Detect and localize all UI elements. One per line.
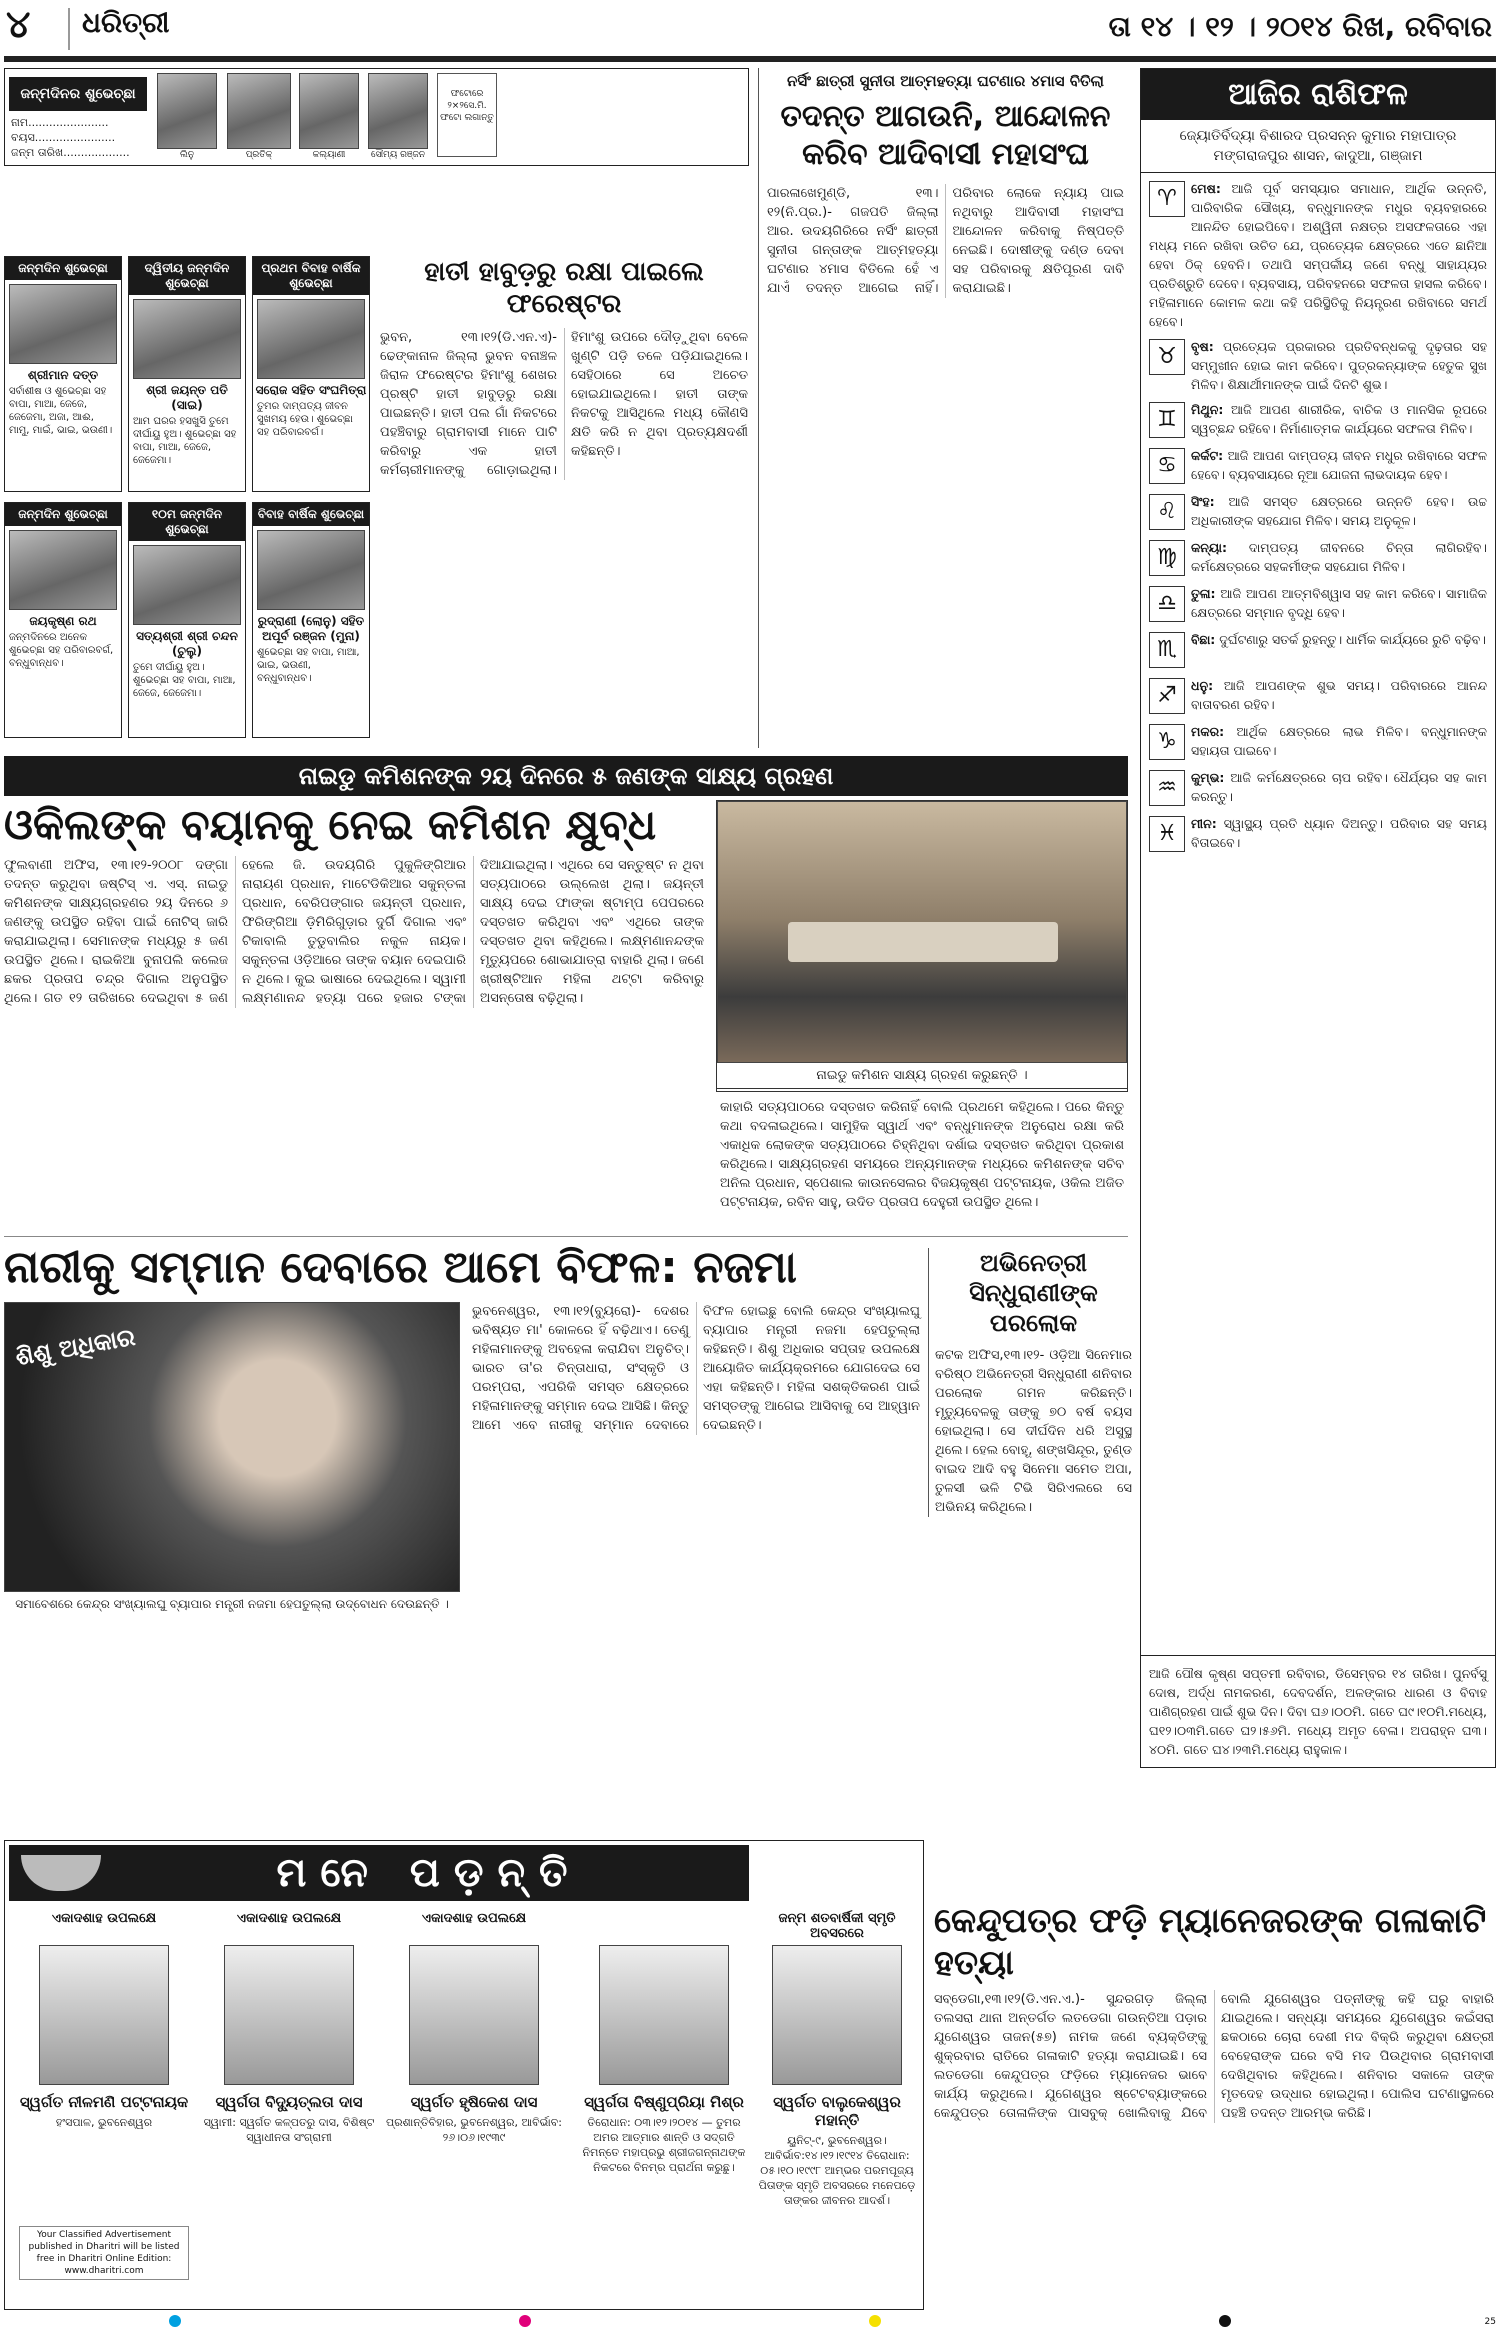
zodiac-icon: ♏ — [1149, 632, 1185, 668]
obituary-occasion: ଏକାଦଶାହ ଉପଲକ୍ଷେ — [421, 1911, 527, 1926]
form-field: ଜନ୍ମ ତାରିଖ................... — [11, 146, 130, 159]
zodiac-icon: ♋ — [1149, 448, 1185, 484]
naidu-story — [4, 800, 704, 1232]
greeting-photo — [133, 545, 241, 625]
sign-text: ଦୁର୍ଘଟଣାରୁ ସତର୍କ ରୁହନ୍ତୁ। ଧାର୍ମିକ କାର୍ଯ୍ୟରେ ରୁଚି ବଢ଼ିବ। — [1219, 632, 1486, 647]
obituary-photo — [39, 1945, 169, 2085]
child-photo — [368, 73, 428, 149]
zodiac-icon: ♌ — [1149, 494, 1185, 530]
commission-photo-frame — [716, 800, 1128, 1092]
horoscope-sign — [1149, 400, 1487, 440]
obituary-photo — [409, 1945, 539, 2085]
naidu-headline: ଓକିଲଙ୍କ ବୟାନକୁ ନେଇ କମିଶନ କ୍ଷୁବ୍ଧ — [4, 800, 657, 849]
obituary-item — [757, 1911, 917, 2208]
greeting-title: ପ୍ରଥମ ବିବାହ ବାର୍ଷିକ ଶୁଭେଚ୍ଛା — [253, 257, 369, 295]
obituary-detail: ପ୍ରଶାନ୍ତିବିହାର, ଭୁବନେଶ୍ୱର, ଆବିର୍ଭାବ: ୨୬।୦୬।୧୯୩୯ — [385, 2116, 563, 2144]
obituary-detail: ସ୍ୱାମୀ: ସ୍ୱର୍ଗତ କଳ୍ପତରୁ ଦାସ, ବିଶିଷ୍ଟ ସ୍ୱାଧୀନତା ସଂଗ୍ରାମୀ — [203, 2116, 375, 2144]
sign-name: ବୃଷ: — [1191, 339, 1214, 354]
zodiac-icon: ♓ — [1149, 816, 1185, 852]
child-photo — [299, 73, 359, 149]
zodiac-icon: ♒ — [1149, 770, 1185, 806]
table-shape — [788, 922, 1058, 962]
sign-text: ସ୍ୱାସ୍ଥ୍ୟ ପ୍ରତି ଧ୍ୟାନ ଦିଅନ୍ତୁ। ପରିବାର ସହ ସମୟ ବିତାଇବେ। — [1191, 816, 1487, 850]
backdrop-banner-text: ଶିଶୁ ଅଧିକାର — [13, 1322, 138, 1372]
commission-photo — [717, 801, 1127, 1063]
photo-caption: କଲ୍ୟାଣୀ — [312, 150, 346, 160]
form-field: ନାମ....................... — [11, 116, 109, 129]
obituary-photo — [599, 1945, 729, 2085]
issue-date: ତା ୧୪ । ୧୨ । ୨୦୧୪ ରିଖ, ରବିବାର — [1108, 10, 1492, 43]
greeting-photo — [9, 284, 117, 364]
sign-name: କର୍କଟ: — [1191, 448, 1224, 463]
obituary-item — [200, 1911, 378, 2145]
nurse-story — [758, 68, 1132, 748]
najma-photo — [4, 1302, 460, 1592]
horoscope-sign — [1149, 676, 1487, 716]
obituary-section — [4, 1840, 924, 2310]
greeting-photo — [257, 530, 365, 610]
greeting-ad — [128, 502, 246, 738]
story-kicker: ନର୍ସିଂ ଛାତ୍ରୀ ସୁନୀତା ଆତ୍ମହତ୍ୟା ଘଟଣାର ୪ମାସ ବିତିଲା — [787, 72, 1104, 90]
sign-text: ଆଜି ଆପଣ ଦାମ୍ପତ୍ୟ ଜୀବନ ମଧୁର ରଖିବାରେ ସଫଳ ହେବେ। ବ୍ୟବସାୟରେ ନୂଆ ଯୋଜନା ଲାଭଦାୟକ ହେବ। — [1191, 448, 1487, 482]
sign-name: ମକର: — [1191, 724, 1225, 739]
story-body: କଟକ ଅଫିସ,୧୩।୧୨- ଓଡ଼ିଆ ସିନେମାର ବରିଷ୍ଠ ଅଭିନେତ୍ରୀ ସିନ୍ଧୁରାଣୀ ଶନିବାର ପରଲୋକ ଗମନ କରିଛନ୍ତି। ମୃତ୍ୟୁବେଳକୁ ତାଙ୍କୁ ୭୦ ବର୍ଷ ବୟସ ହୋଇଥିଲା। ସେ ଦୀର୍ଘଦିନ ଧରି ଅସୁସ୍ଥ ଥିଲେ। ହେଲ ବୋହୂ, ଶଙ୍ଖସିନ୍ଦୂର, ତୁଣ୍ଡ ବାଇଦ ଆଦି ବହୁ ସିନେମା ସମେତ ଅପା, ତୁଳସୀ ଭଳି ଟିଭି ସିରିଏଲରେ ସେ ଅଭିନୟ କରିଥିଲେ। — [935, 1348, 1132, 1515]
obituary-name: ସ୍ୱର୍ଗତା ବିଦ୍ୟୁତ୍‌ଲତା ଦାସ — [215, 2093, 363, 2111]
greeting-ad — [128, 256, 246, 492]
kendu-story — [934, 1900, 1494, 2308]
greeting-title: ୧୦ମ ଜନ୍ମଦିନ ଶୁଭେଚ୍ଛା — [129, 503, 245, 541]
panjika: ଆଜି ପୌଷ କୃଷ୍ଣ ସପ୍ତମୀ ରବିବାର, ଡିସେମ୍ବର ୧୪ ତାରିଖ। ପୁନର୍ବସୁ ଦୋଷ, ଅର୍ଦ୍ଧ ନାମକରଣ, ଦେବଦର୍ଶନ, ଅଳଙ୍କାର ଧାରଣ ଓ ବିବାହ ପାଣିଗ୍ରହଣ ପାଇଁ ଶୁଭ ଦିନ। ଦିବା ଘ୬।୦୦ମି. ଗତେ ଘ୯।୧୦ମି.ମଧ୍ୟେ, ଘ୧୨।୦୩ମି.ଗତେ ଘ୨।୫୬ମି. ମଧ୍ୟେ ଅମୃତ ବେଳା। ଅପରାହ୍ନ ଘ୩।୪୦ମି. ଗତେ ଘ୪।୨୩ମି.ମଧ୍ୟେ ରାହୁକାଳ। — [1141, 1655, 1495, 1767]
cyan-dot — [169, 2315, 181, 2327]
zodiac-icon: ♈ — [1149, 181, 1185, 217]
sign-name: ମୀନ: — [1191, 816, 1217, 831]
obituary-occasion: ଏକାଦଶାହ ଉପଲକ୍ଷେ — [51, 1911, 157, 1926]
masthead-rule — [4, 56, 1496, 62]
story-headline: ଅଭିନେତ୍ରୀ ସିନ୍ଧୁରାଣୀଙ୍କ ପରଲୋକ — [969, 1249, 1098, 1337]
sign-text: ଆର୍ଥିକ କ୍ଷେତ୍ରରେ ଲାଭ ମିଳିବ। ବନ୍ଧୁମାନଙ୍କ ସହାୟତା ପାଇବେ। — [1191, 724, 1487, 758]
obituary-item — [15, 1911, 193, 2130]
greeting-title: ବିବାହ ବାର୍ଷିକ ଶୁଭେଚ୍ଛା — [253, 503, 369, 526]
obituary-item — [385, 1911, 563, 2145]
greeting-photo — [257, 299, 365, 379]
greeting-name: ସରୋଜ ସହିତ ସଂଘମିତ୍ରା — [255, 383, 367, 397]
horoscope-sign — [1149, 179, 1487, 331]
greeting-ad — [252, 256, 370, 492]
child-photo — [227, 73, 291, 149]
naidu-body-continued: କାହାରି ସତ୍ୟପାଠରେ ଦସ୍ତଖତ କରିନାହିଁ ବୋଲି ପ୍ରଥମେ କହିଥିଲେ। ପରେ କିନ୍ତୁ କଥା ବଦଳାଇଥିଲେ। ସାମୁହିକ ସ୍ୱାର୍ଥ ଏବଂ ବନ୍ଧୁମାନଙ୍କ ଅନୁରୋଧ ରକ୍ଷା କରି ଏକାଧିକ ଲୋକଙ୍କ ସତ୍ୟପାଠରେ ଚିହ୍ନିଥିବା ଦର୍ଶାଇ ଦସ୍ତଖତ କରିଥିବା ପ୍ରକାଶ କରିଥିଲେ। ସାକ୍ଷ୍ୟଗ୍ରହଣ ସମୟରେ ଅନ୍ୟମାନଙ୍କ ମଧ୍ୟରେ କମିଶନଙ୍କ ସଚିବ ଅନିଲ ପ୍ରଧାନ, ସ୍ପେଶାଲ କାଉନସେଲର ବିଜୟକୃଷ୍ଣ ପଟ୍ଟନାୟକ, ଓକିଲ ଅଜିତ ପଟ୍ଟନାୟକ, ରବିନ ସାହୁ, ଉଦିତ ପ୍ରତାପ ଦେହୁରୀ ଉପସ୍ଥିତ ଥିଲେ। — [720, 1100, 1124, 1210]
sindhu-story — [928, 1248, 1132, 1517]
black-dot — [1219, 2315, 1231, 2327]
obituary-detail: ୟୁନିଟ୍-୯, ଭୁବନେଶ୍ୱର। ଆବିର୍ଭାବ:୧୪।୧୨।୧୯୧୪ ତିରୋଧାନ: ୦୫।୧୦।୧୯୯୮ ଆମ୍ଭର ପରମପୂଜ୍ୟ ପିତାଙ୍କ ସ୍ମୃତି ଅବସରରେ ମନେପଡ଼େ ତାଙ୍କର ଜୀବନର ଆଦର୍ଶ। — [758, 2134, 916, 2207]
sign-name: ମେଷ: — [1191, 181, 1221, 196]
story-body: ଭୁବନ, ୧୩।୧୨(ଡି.ଏନ.ଏ)- ଢେଙ୍କାନାଳ ଜିଲ୍ଲା ଭୁବନ ବନାଞ୍ଚଳ ଜିରାଳ ଫରେଷ୍ଟର ହିମାଂଶୁ ଶେଖର ପ୍ରଷ୍ଟି ହାତୀ ହାବୁଡ଼ରୁ ରକ୍ଷା ପାଇଛନ୍ତି। ହାତୀ ପଲ ଗାଁ ନିକଟରେ ପହଞ୍ଚିବାରୁ ଗ୍ରାମବାସୀ ମାନେ ପାଟି କରିବାରୁ ଏକ ହାତୀ କର୍ମଚାରୀମାନଙ୍କୁ ଗୋଡ଼ାଇଥିଲା। ହିମାଂଶୁ ଉପରେ ଦୌଡ଼ୁଥିବା ବେଳେ ଖୁଣ୍ଟି ପଡ଼ି ତଳେ ପଡ଼ିଯାଇଥିଲେ। ସେହିଠାରେ ସେ ଅଚେତ ହୋଇଯାଇଥିଲେ। ହାତୀ ତାଙ୍କ ନିକଟକୁ ଆସିଥିଲେ ମଧ୍ୟ କୌଣସି କ୍ଷତି କରି ନ ଥିବା ପ୍ରତ୍ୟକ୍ଷଦର୍ଶୀ କହିଛନ୍ତି। — [380, 330, 748, 478]
obituary-item — [575, 1911, 753, 2175]
horoscope-sign — [1149, 584, 1487, 624]
greeting-ad — [252, 502, 370, 738]
horoscope-byline: ଜ୍ୟୋତିର୍ବିଦ୍ୟା ବିଶାରଦ ପ୍ରସନ୍ନ କୁମାର ମହାପାତ୍ର — [1179, 128, 1457, 144]
greeting-title: ଦ୍ୱିତୀୟ ଜନ୍ମଦିନ ଶୁଭେଚ୍ଛା — [129, 257, 245, 295]
najma-story — [4, 1242, 920, 1832]
najma-body: ଭୁବନେଶ୍ୱର, ୧୩।୧୨(ବ୍ୟୁରୋ)- ଦେଶର ଭବିଷ୍ୟତ ମା' କୋଳରେ ହିଁ ବଢ଼ିଥାଏ। ତେଣୁ ମହିଳାମାନଙ୍କୁ ଅବହେଳା କରାଯିବା ଅନୁଚିତ୍। ଭାରତ ତା'ର ଚିନ୍ତାଧାରା, ସଂସ୍କୃତି ଓ ପରମ୍ପରା, ଏପରିକି ସମସ୍ତ କ୍ଷେତ୍ରରେ ମହିଳାମାନଙ୍କୁ ସମ୍ମାନ ଦେଇ ଆସିଛି। କିନ୍ତୁ ଆମେ ଏବେ ନାରୀକୁ ସମ୍ମାନ ଦେବାରେ ବିଫଳ ହୋଇଛୁ ବୋଲି କେନ୍ଦ୍ର ସଂଖ୍ୟାଲଘୁ ବ୍ୟାପାର ମନ୍ତ୍ରୀ ନଜମା ହେପତୁଲ୍ଲା କହିଛନ୍ତି। ଶିଶୁ ଅଧିକାର ସପ୍ତାହ ଉପଲକ୍ଷେ ଆୟୋଜିତ କାର୍ଯ୍ୟକ୍ରମରେ ଯୋଗଦେଇ ସେ ଏହା କହିଛନ୍ତି। ମହିଳା ସଶକ୍ତିକରଣ ପାଇଁ ସମସ୍ତଙ୍କୁ ଆଗେଇ ଆସିବାକୁ ସେ ଆହ୍ୱାନ ଦେଇଛନ୍ତି। — [472, 1304, 920, 1433]
greeting-name: ସତ୍ୟଶ୍ରୀ ଶ୍ରୀ ଚନ୍ଦନ (ଚୁଲୁ) — [136, 629, 238, 658]
naidu-body: ଫୁଲବାଣୀ ଅଫିସ, ୧୩।୧୨-୨୦୦୮ ଦଙ୍ଗା ତଦନ୍ତ କରୁଥିବା ଜଷ୍ଟିସ୍ ଏ. ଏସ୍. ନାଇଡୁ କମିଶନଙ୍କ ସାକ୍ଷ୍ୟଗ୍ରହଣର ୨ୟ ଦିନରେ ୬ ଜଣଙ୍କୁ ଉପସ୍ଥିତ ରହିବା ପାଇଁ ନୋଟିସ୍ ଜାରି କରାଯାଇଥିଲା। ସେମାନଙ୍କ ମଧ୍ୟରୁ ୫ ଜଣ ଉପସ୍ଥିତ ଥିଲେ। ରାଇକିଆ ବୁନାପଲି କଲେଜ ଛକର ପ୍ରତାପ ଚନ୍ଦ୍ର ଦିଗାଲ ଅନୁପସ୍ଥିତ ଥିଲେ। ଗତ ୧୨ ତାରିଖରେ ଦେଇଥିବା ୫ ଜଣ ହେଲେ ଜି. ଉଦୟଗିରି ପୁକୁଳିଙ୍ଗିଆର ନାରାୟଣ ପ୍ରଧାନ, ମାଟେଡିକିଆର ସକୁନ୍ତଳା ପ୍ରଧାନ, ବେରିପଙ୍ଗାର ଜୟନ୍ତୀ ପ୍ରଧାନ, ଫିରିଙ୍ଗିଆ ଡ଼ିମିରିଗୁଡ଼ାର ଦୁର୍ଗି ଦିଗାଲ ଏବଂ ଟିକାବାଲି ତୁଡୁବାଲିର ନକୁଳ ନାୟକ। ସକୁନ୍ତଳା ଓଡ଼ିଆରେ ତାଙ୍କ ବୟାନ ଦେଇପାରି ନ ଥିଲେ। କୁଇ ଭାଷାରେ ଦେଇଥିଲେ। ସ୍ୱାମୀ ଲକ୍ଷ୍ମଣାନନ୍ଦ ହତ୍ୟା ପରେ ହଜାର ଟଙ୍କା ଦିଆଯାଇଥିଲା। ଏଥିରେ ସେ ସନ୍ତୁଷ୍ଟ ନ ଥିବା ସତ୍ୟପାଠରେ ଉଲ୍ଲେଖ ଥିଲା। ଜୟନ୍ତୀ ସାକ୍ଷ୍ୟ ଦେଇ ଫାଙ୍କା ଷ୍ଟାମ୍ପ ପେପରରେ ଦସ୍ତଖତ କରିଥିବା ଏବଂ ଏଥିରେ ତାଙ୍କ ଦସ୍ତଖତ ଥିବା କହିଥିଲେ। ଲକ୍ଷ୍ମଣାନନ୍ଦଙ୍କ ମୃତ୍ୟୁପରେ ଶୋଭାଯାତ୍ରା ବାହାରି ଥିଲା। ଜଣେ ଖ୍ରୀଷ୍ଟିଆନ ମହିଳା ଥଟ୍ଟା କରିବାରୁ ଅସନ୍ତୋଷ ବଢ଼ିଥିଲା। — [4, 858, 704, 1006]
greeting-photo — [133, 299, 241, 379]
story-body: ପାରଳାଖେମୁଣ୍ଡି, ୧୩।୧୨(ନି.ପ୍ର.)- ଗଜପତି ଜିଲ୍ଲା ଆର. ଉଦୟଗିରିରେ ନର୍ସିଂ ଛାତ୍ରୀ ସୁନୀତା ଗନ୍ତାଙ୍କ ଆତ୍ମହତ୍ୟା ଘଟଣାର ୪ମାସ ବିତିଲେ ହେଁ ଏ ଯାଏଁ ତଦନ୍ତ ଆଗେଇ ନାହିଁ। ପରିବାର ଲୋକେ ନ୍ୟାୟ ପାଇ ନଥିବାରୁ ଆଦିବାସୀ ମହାସଂଘ ଆନ୍ଦୋଳନ କରିବାକୁ ନିଷ୍ପତ୍ତି ନେଇଛି। ଦୋଷୀଙ୍କୁ ଦଣ୍ଡ ଦେବା ସହ ପରିବାରକୁ କ୍ଷତିପୂରଣ ଦାବି କରାଯାଇଛି। — [767, 186, 1124, 296]
zodiac-icon: ♑ — [1149, 724, 1185, 760]
greeting-name: ଶ୍ରୀମାନ ଦତ୍ତ — [27, 368, 99, 382]
sign-name: ମିଥୁନ: — [1191, 402, 1224, 417]
divider — [4, 1236, 1128, 1237]
obituary-photo — [772, 1945, 902, 2085]
magenta-dot — [519, 2315, 531, 2327]
horoscope-sign — [1149, 337, 1487, 394]
naidu-banner: ନାଇଡୁ କମିଶନଙ୍କ ୨ୟ ଦିନରେ ୫ ଜଣଙ୍କ ସାକ୍ଷ୍ୟ ଗ୍ରହଣ — [4, 756, 1128, 796]
form-field: ବୟସ....................... — [11, 131, 116, 144]
horoscope-panel — [1140, 68, 1496, 1768]
zodiac-icon: ♍ — [1149, 540, 1185, 576]
greeting-photo — [9, 530, 117, 610]
birthday-form-ad — [4, 68, 749, 166]
sign-text: ଆଜି ଆପଣଙ୍କ ଶୁଭ ସମୟ। ପରିବାରରେ ଆନନ୍ଦ ବାତାବରଣ ରହିବ। — [1191, 678, 1487, 712]
lamp-icon — [21, 1855, 101, 1891]
zodiac-icon: ♊ — [1149, 402, 1185, 438]
greeting-title: ଜନ୍ମଦିନ ଶୁଭେଚ୍ଛା — [5, 257, 121, 280]
story-headline: ହାତୀ ହାବୁଡ଼ରୁ ରକ୍ଷା ପାଇଲେ ଫରେଷ୍ଟର — [424, 257, 704, 319]
paper-name: ଧରିତ୍ରୀ — [82, 6, 170, 39]
sign-text: ଆଜି ଆପଣ ଶାରୀରିକ, ବାଚିକ ଓ ମାନସିକ ରୂପରେ ସ୍ୱଚ୍ଛନ୍ଦ ରହିବେ। ନିର୍ମାଣାତ୍ମକ କାର୍ଯ୍ୟରେ ସଫଳତା ମିଳିବ। — [1191, 402, 1487, 436]
sign-text: ଆଜି ସମସ୍ତ କ୍ଷେତ୍ରରେ ଉନ୍ନତି ହେବ। ଉଚ୍ଚ ଅଧିକାରୀଙ୍କ ସହଯୋଗ ମିଳିବ। ସମୟ ଅନୁକୂଳ। — [1191, 494, 1487, 528]
horoscope-sign — [1149, 538, 1487, 578]
horoscope-sign — [1149, 722, 1487, 762]
page-number: ୪ — [6, 2, 31, 46]
sign-text: ପ୍ରତ୍ୟେକ ପ୍ରକାରର ପ୍ରତିବନ୍ଧକକୁ ଦୃଢ଼ତାର ସହ ସମ୍ମୁଖୀନ ହୋଇ କାମ କରିବେ। ପୁତ୍ରକନ୍ୟାଙ୍କ ହେତୁକ ସୁଖ ମିଳିବ। ଶିକ୍ଷାର୍ଥୀମାନଙ୍କ ପାଇଁ ଦିନଟି ଶୁଭ। — [1191, 339, 1487, 392]
horoscope-sign — [1149, 492, 1487, 532]
kendu-body: ସବ୍‌ଡେଗା,୧୩।୧୨(ଡି.ଏନ.ଏ.)- ସୁନ୍ଦରଗଡ଼ ଜିଲ୍ଲା ତଲସରା ଥାନା ଅନ୍ତର୍ଗତ ଲତଡେଗା ଗଉନ୍ତିଆ ପଡ଼ାର ଯୁଗେଶ୍ୱର ତାଜନ(୫୭) ନାମକ ଜଣେ ବ୍ୟକ୍ତିଙ୍କୁ ଶୁକ୍ରବାର ରାତିରେ ଗଳାକାଟି ହତ୍ୟା କରାଯାଇଛି। ସେ ଲତଡେଗା କେନ୍ଦୁପତ୍ର ଫଡ଼ିରେ ମ୍ୟାନେଜର ଭାବେ କାର୍ଯ୍ୟ କରୁଥିଲେ। ଯୁଗେଶ୍ୱର ଷ୍ଟେଟବ୍ୟାଙ୍କରେ କେନ୍ଦୁପତ୍ର ତୋଳାଳିଙ୍କ ପାସବୁକ୍ ଖୋଲିବାକୁ ଯିବେ ବୋଲି ଯୁଗେଶ୍ୱର ପତ୍ନୀଙ୍କୁ କହି ଘରୁ ବାହାରି ଯାଇଥିଲେ। ସନ୍ଧ୍ୟା ସମୟରେ ଯୁଗେଶ୍ୱର କଇଁସରା ଛକଠାରେ ଚୋରା ଦେଶୀ ମଦ ବିକ୍ରି କରୁଥିବା କ୍ଷେତ୍ରୀ ବେହେରାଙ୍କ ଘରେ ବସି ମଦ ପିଉଥିବାର ଗ୍ରାମବାସୀ ଦେଖିଥିବାର କହିଥିଲେ। ଶନିବାର ସକାଳେ ତାଙ୍କ ମୃତଦେହ ଉଦ୍ଧାର ହୋଇଥିଲା। ପୋଲିସ ଘଟଣାସ୍ଥଳରେ ପହଞ୍ଚି ତଦନ୍ତ ଆରମ୍ଭ କରିଛି। — [934, 1992, 1494, 2121]
greeting-text: ଶୁଭେଚ୍ଛା ସହ ବାପା, ମାଆ, ଭାଇ, ଭଉଣୀ, ବନ୍ଧୁବାନ୍ଧବ। — [257, 647, 360, 684]
najma-headline: ନାରୀକୁ ସମ୍ମାନ ଦେବାରେ ଆମେ ବିଫଳ: ନଜମା — [4, 1242, 797, 1293]
sign-text: ଦାମ୍ପତ୍ୟ ଜୀବନରେ ଚିନ୍ତା ଲାଗିରହିବ। କର୍ମକ୍ଷେତ୍ରରେ ସହକର୍ମୀଙ୍କ ସହଯୋଗ ମିଳିବ। — [1191, 540, 1487, 574]
child-photo — [157, 73, 217, 149]
story-headline: ତଦନ୍ତ ଆଗଉନି, ଆନ୍ଦୋଳନ କରିବ ଆଦିବାସୀ ମହାସଂଘ — [780, 99, 1111, 172]
sign-name: କୁମ୍ଭ: — [1191, 770, 1225, 785]
masthead-divider — [68, 8, 70, 50]
horoscope-sign — [1149, 630, 1487, 670]
kendu-headline: କେନ୍ଦୁପତ୍ର ଫଡ଼ି ମ୍ୟାନେଜରଙ୍କ ଗଳାକାଟି ହତ୍ୟା — [934, 1901, 1487, 1983]
obituary-name: ସ୍ୱର୍ଗତ ନୀଳମଣି ପଟ୍ଟନାୟକ — [19, 2093, 189, 2111]
horoscope-sign — [1149, 814, 1487, 854]
zodiac-icon: ♎ — [1149, 586, 1185, 622]
elephant-story — [378, 256, 750, 742]
greeting-name: ଶ୍ରୀ ଜୟନ୍ତ ପତି (ସାଇ) — [146, 383, 228, 412]
page-marker: 25 — [1484, 2317, 1496, 2327]
obituary-detail: ହଂସପାଳ, ଭୁବନେଶ୍ୱର — [55, 2116, 153, 2129]
horoscope-sign — [1149, 768, 1487, 808]
horoscope-title: ଆଜିର ରାଶିଫଳ — [1141, 69, 1495, 120]
sign-name: ଧନୁ: — [1191, 678, 1214, 693]
greeting-text: ତୁମର ଦାମ୍ପତ୍ୟ ଜୀବନ ସୁଖମୟ ହେଉ। ଶୁଭେଚ୍ଛା ସହ ପରିବାରବର୍ଗ। — [257, 401, 353, 438]
sign-name: ତୁଳା: — [1191, 586, 1216, 601]
greeting-ad — [4, 256, 122, 492]
obituary-detail: ତିରୋଧାନ: ୦୩।୧୨।୨୦୧୪ — ତୁମର ଅମର ଆତ୍ମାର ଶାନ୍ତି ଓ ସଦ୍‌ଗତି ନିମନ୍ତେ ମହାପ୍ରଭୁ ଶ୍ରୀଜଗନ୍ନାଥଙ୍କ ନିକଟରେ ବିନମ୍ର ପ୍ରାର୍ଥନା କରୁଛୁ। — [582, 2116, 746, 2174]
obituary-name: ସ୍ୱର୍ଗତ ହୃଷିକେଶ ଦାସ — [410, 2093, 538, 2111]
greeting-text: ଜନ୍ମଦିନରେ ଅନେକ ଶୁଭେଚ୍ଛା ସହ ପରିବାରବର୍ଗ, ବନ୍ଧୁବାନ୍ଧବ। — [9, 632, 114, 669]
obituary-occasion: ଜନ୍ମ ଶତବାର୍ଷିକୀ ସ୍ମୃତି ଅବସରରେ — [778, 1911, 896, 1941]
sign-text: ଆଜି କର୍ମକ୍ଷେତ୍ରରେ ଚାପ ରହିବ। ଧୈର୍ଯ୍ୟର ସହ କାମ କରନ୍ତୁ। — [1191, 770, 1487, 804]
photo-caption: ପ୍ରତିକ୍ — [245, 150, 273, 160]
horoscope-sign — [1149, 446, 1487, 486]
sign-text: ଆଜି ପୂର୍ବ ସମସ୍ୟାର ସମାଧାନ, ଆର୍ଥିକ ଉନ୍ନତି, ପାରିବାରିକ ସୌଖ୍ୟ, ବନ୍ଧୁମାନଙ୍କ ମଧୁର ବ୍ୟବହାରରେ ଆନନ୍ଦିତ ହୋଇପିବେ। ଅଶ୍ୱିନୀ ନକ୍ଷତ୍ର ଅସଫଳତାରେ ଏହା ମଧ୍ୟ ମନେ ରଖିବା ଉଚିତ ଯେ, ପ୍ରତ୍ୟେକ କ୍ଷେତ୍ରରେ ଏତେ ଛାନିଆ ହେବା ଠିକ୍ ହେବନି। ତଥାପି ସମ୍ପର୍କୀୟ ଜଣେ ବନ୍ଧୁ ସାହାଯ୍ୟର ପ୍ରତିଶ୍ରୁତି ଦେବେ। ବ୍ୟବସାୟ, ପରିବହନରେ ସଫଳତା ହାସଲ କରିବେ। ମହିଳାମାନେ କୋମଳ କଥା କହି ପରିସ୍ଥିତିକୁ ନିୟନ୍ତ୍ରଣ ରଖିବାରେ ସମର୍ଥ ହେବେ। — [1149, 181, 1487, 329]
greeting-name: ଜୟକୃଷ୍ଣ ରଥ — [29, 614, 97, 628]
classified-note: Your Classified Advertisement published in Dharitri will be listed free in Dharitri Online Edition: www.dharitri.com — [19, 2226, 189, 2280]
sign-name: ବିଛା: — [1191, 632, 1216, 647]
photo-caption: ସୌମ୍ୟ ରଞ୍ଜନ — [370, 150, 426, 160]
photo-caption: ସମାବେଶରେ କେନ୍ଦ୍ର ସଂଖ୍ୟାଲଘୁ ବ୍ୟାପାର ମନ୍ତ୍ରୀ ନଜମା ହେପତୁଲ୍ଲା ଉଦ୍‌ବୋଧନ ଦେଉଛନ୍ତି । — [15, 1597, 449, 1611]
najma-photo-frame — [4, 1302, 460, 1612]
zodiac-icon: ♉ — [1149, 339, 1185, 375]
obituary-occasion — [575, 1911, 753, 1945]
greeting-title: ଜନ୍ମଦିନ ଶୁଭେଚ୍ଛା — [5, 503, 121, 526]
obituary-banner — [9, 1845, 749, 1901]
zodiac-icon: ♐ — [1149, 678, 1185, 714]
sign-name: କନ୍ୟା: — [1191, 540, 1228, 555]
birthday-form-title: ଜନ୍ମଦିନର ଶୁଭେଚ୍ଛା — [9, 77, 147, 111]
obituary-photo — [224, 1945, 354, 2085]
greeting-text: ଆମ ଘରର ହସଖୁସି ତୁମେ ଦୀର୍ଘାୟୁ ହୁଅ। ଶୁଭେଚ୍ଛା ସହ ବାପା, ମାଆ, ଜେଜେ, ଜେଜେମା। — [133, 416, 237, 466]
horoscope-address: ମଙ୍ଗରାଜପୁର ଶାସନ, କାଦୁଆ, ଗଞ୍ଜାମ — [1141, 144, 1495, 173]
obituary-name: ସ୍ୱର୍ଗତା ବିଷ୍ଣୁପ୍ରିୟା ମିଶ୍ର — [584, 2093, 744, 2111]
obituary-title: ମନେ ପଡ଼ନ୍ତି — [276, 1850, 582, 1896]
greeting-text: ତୁମେ ଦୀର୍ଘାୟୁ ହୁଅ। ଶୁଭେଚ୍ଛା ସହ ବାପା, ମାଆ, ଜେଜେ, ଜେଜେମା। — [133, 662, 236, 699]
registration-marks — [0, 2312, 1400, 2330]
photo-note: ଫଟୋରେ ୨×୨ସେ.ମି. ଫଟୋ ଲଗାନ୍ତୁ — [437, 73, 497, 157]
sign-name: ସିଂହ: — [1191, 494, 1215, 509]
sign-text: ଆଜି ଆପଣ ଆତ୍ମବିଶ୍ୱାସ ସହ କାମ କରିବେ। ସାମାଜିକ କ୍ଷେତ୍ରରେ ସମ୍ମାନ ବୃଦ୍ଧି ହେବ। — [1191, 586, 1487, 620]
greeting-name: ରୁଦ୍ରାଣୀ (ଲୋନୁ) ସହିତ ଅପୂର୍ବ ରଞ୍ଜନ (ମୁନା) — [257, 614, 365, 643]
greeting-ad — [4, 502, 122, 738]
photo-caption: ନାଇଡୁ କମିଶନ ସାକ୍ଷ୍ୟ ଗ୍ରହଣ କରୁଛନ୍ତି । — [717, 1063, 1127, 1089]
obituary-occasion: ଏକାଦଶାହ ଉପଲକ୍ଷେ — [236, 1911, 342, 1926]
greeting-text: ସର୍ବାଶୀଷ ଓ ଶୁଭେଚ୍ଛା ସହ ବାପା, ମାଆ, ଜେଜେ, ଜେଜେମା, ଅଜା, ଆଈ, ମାମୁ, ମାଇଁ, ଭାଇ, ଭଉଣୀ। — [9, 386, 113, 436]
photo-caption: ଲିନୁ — [179, 150, 195, 160]
obituary-name: ସ୍ୱର୍ଗତ ବାଲୁକେଶ୍ୱର ମହାନ୍ତି — [773, 2093, 901, 2129]
yellow-dot — [869, 2315, 881, 2327]
